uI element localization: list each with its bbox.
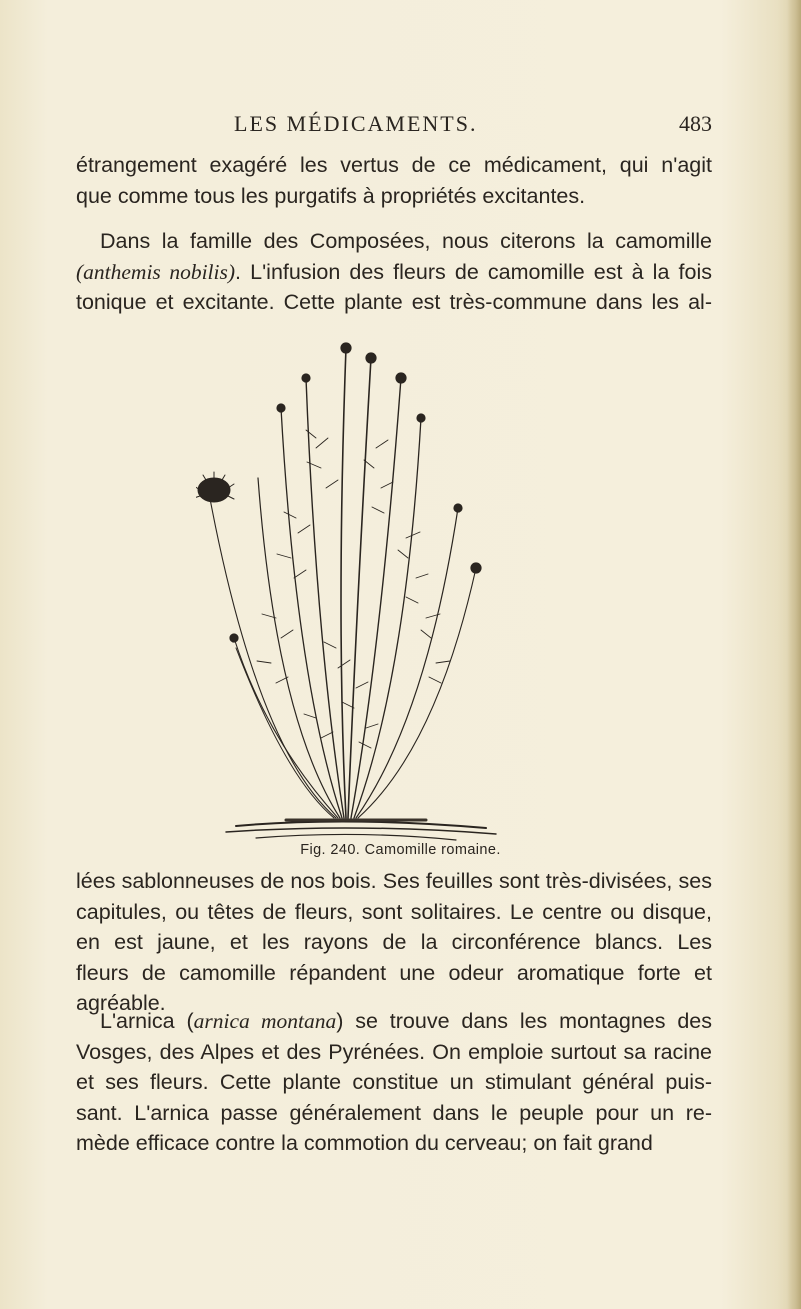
text-line: lées sablonneuses de nos bois. Ses feuilles sont très-divisées, ses	[76, 869, 712, 893]
text-fragment: . L'infusion des fleurs de camomille est à la fois	[235, 259, 712, 284]
text-line: mède efficace contre la commotion du cerveau; on fait grand	[76, 1131, 653, 1155]
figure-caption: Fig. 240. Camomille romaine.	[300, 842, 501, 858]
text-line: que comme tous les purgatifs à propriétés excitantes.	[76, 183, 586, 208]
text-line	[76, 1006, 712, 1037]
text-line: agréable.	[76, 991, 166, 1015]
text-line	[76, 257, 712, 288]
paragraph-1	[76, 150, 712, 211]
running-title: LES MÉDICAMENTS.	[234, 111, 478, 136]
text-fragment: L'arnica (	[100, 1009, 194, 1033]
page-edge-shadow	[787, 0, 801, 1309]
text-line: tonique et excitante. Cette plante est très-commune dans les al-	[76, 290, 712, 314]
text-line: capitules, ou têtes de fleurs, sont solitaires. Le centre ou disque,	[76, 899, 712, 924]
latin-name: arnica montana	[193, 1009, 337, 1033]
text-line: fleurs de camomille répandent une odeur aromatique forte et	[76, 960, 712, 985]
text-line: Vosges, des Alpes et des Pyrénées. On emploie surtout sa racine	[76, 1039, 712, 1064]
text-fragment: ) se trouve dans les montagnes des	[336, 1009, 713, 1033]
text-line: en est jaune, et les rayons de la circonférence blancs. Les	[76, 930, 712, 954]
text-line: étrangement exagéré les vertus de ce médicament, qui n'agit	[76, 153, 712, 177]
chamomile-plant-icon	[196, 318, 506, 848]
page-header	[76, 111, 712, 139]
text-line: et ses fleurs. Cette plante constitue un stimulant général puis-	[76, 1070, 712, 1094]
paragraph-3	[76, 866, 712, 1019]
text-line: sant. L'arnica passe généralement dans le peuple pour un re-	[76, 1100, 712, 1125]
figure-illustration	[196, 318, 506, 848]
latin-name: (anthemis nobilis)	[76, 259, 236, 284]
page-number: 483	[679, 111, 712, 136]
text-line: Dans la famille des Composées, nous citerons la camomille	[100, 229, 712, 253]
paragraph-2	[76, 226, 712, 318]
paragraph-4	[76, 1006, 712, 1159]
